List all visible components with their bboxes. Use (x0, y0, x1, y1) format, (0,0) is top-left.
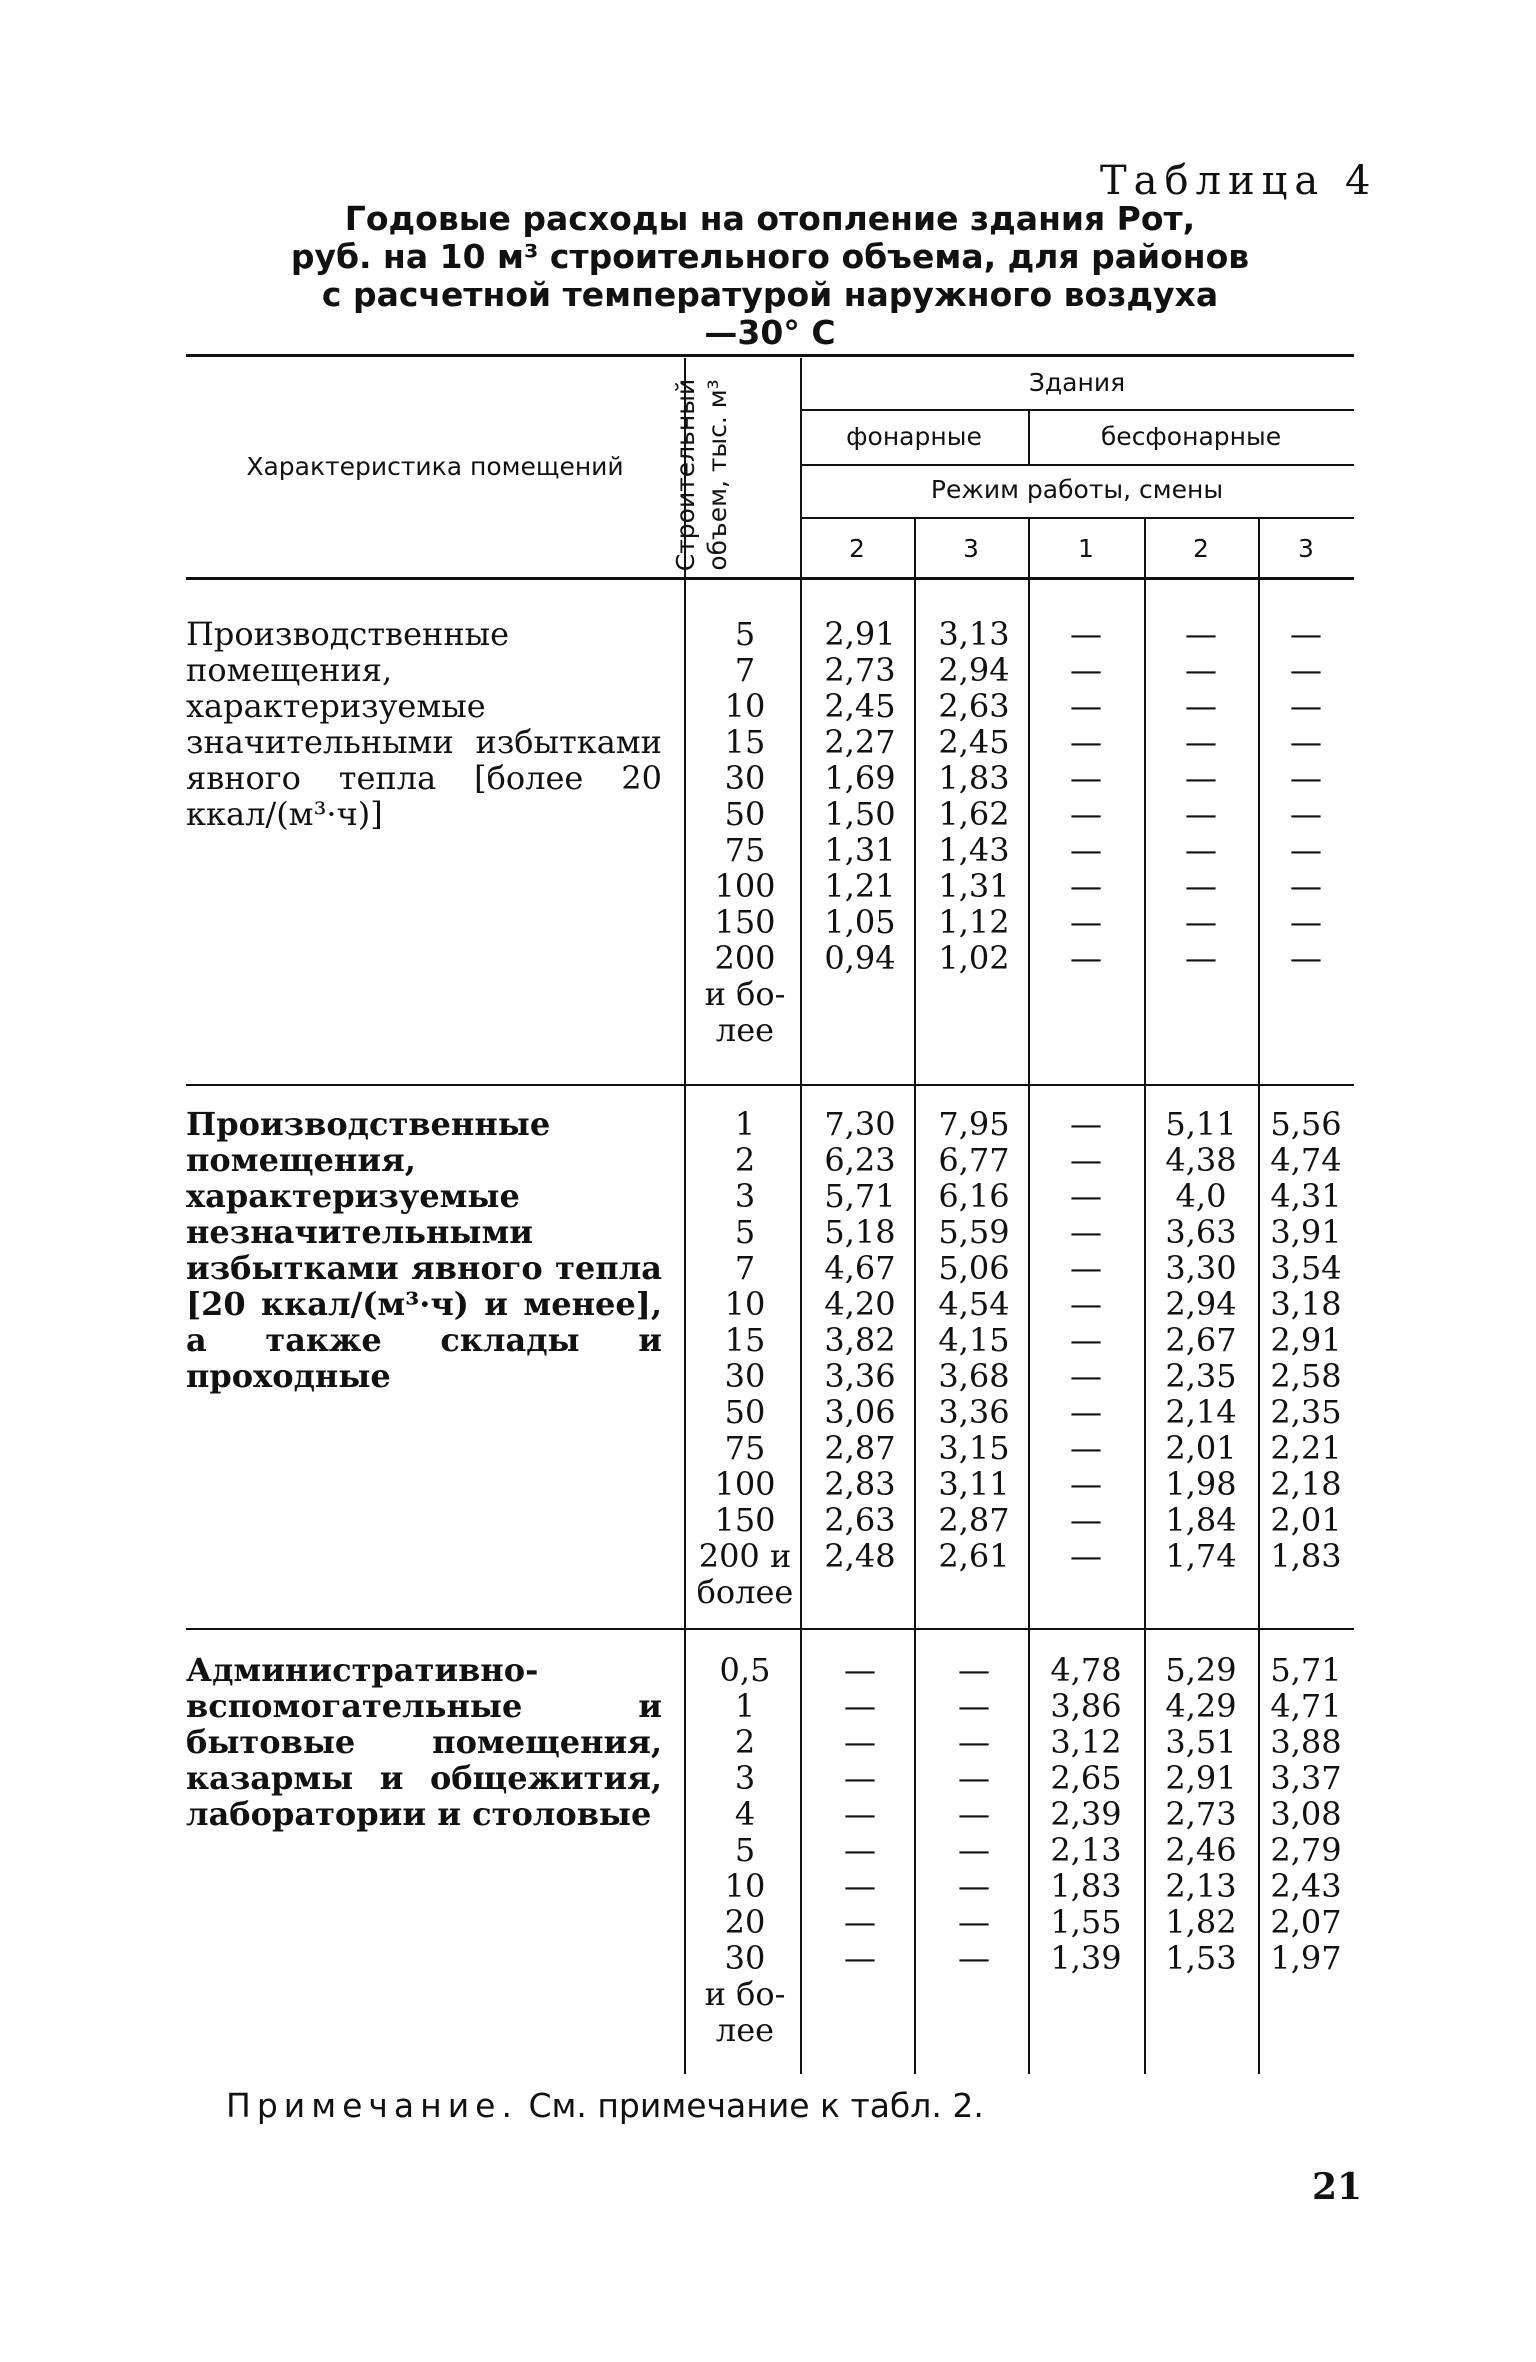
table-cell: 200 и (698, 1537, 792, 1575)
no-lantern-2-column (1144, 1652, 1258, 1976)
table-cell: 2,94 (1165, 1285, 1237, 1323)
table-cell: 50 (724, 795, 766, 833)
table-cell: — (1070, 939, 1102, 977)
no-lantern-1-column (1028, 1106, 1144, 1574)
table-cell: 4,38 (1165, 1141, 1237, 1179)
table-cell: 2,27 (824, 723, 896, 761)
table-cell: — (1070, 831, 1102, 869)
table-cell: — (844, 1687, 876, 1725)
table-cell: 3,06 (824, 1393, 896, 1431)
table-cell: 5,71 (824, 1177, 896, 1215)
table-cell: 15 (724, 1321, 766, 1359)
lantern-3-column (920, 616, 1028, 976)
lantern-2-column (806, 1652, 914, 1976)
volume-column (690, 1106, 800, 1610)
table-cell: — (1290, 867, 1322, 905)
table-cell: 5,59 (938, 1213, 1010, 1251)
table-cell: 3,54 (1270, 1249, 1342, 1287)
header-mode: Режим работы, смены (930, 475, 1224, 504)
table-cell: — (1290, 903, 1322, 941)
table-cell: 2,63 (938, 687, 1010, 725)
table-cell: — (958, 1795, 990, 1833)
section-description: Производственные помещения, характеризуемые значительными избытками явного тепла [более 20 ккал/(м³·ч)] (186, 615, 662, 833)
table-cell: 2,73 (1165, 1795, 1237, 1833)
table-cell: 2,91 (1165, 1759, 1237, 1797)
table-cell: 1,02 (938, 939, 1010, 977)
table-cell: 30 (724, 759, 766, 797)
lantern-3-column (920, 1652, 1028, 1976)
table-cell: 3,30 (1165, 1249, 1237, 1287)
table-cell: 5 (734, 1213, 756, 1251)
table-cell: — (844, 1867, 876, 1905)
table-cell: 3,88 (1270, 1723, 1342, 1761)
table-cell: 1,31 (938, 867, 1010, 905)
table-cell: — (1185, 903, 1217, 941)
table-cell: 5,71 (1270, 1651, 1342, 1689)
table-cell: 2,46 (1165, 1831, 1237, 1869)
table-cell: 75 (724, 831, 766, 869)
table-cell: 1,05 (824, 903, 896, 941)
table-cell: 2,45 (938, 723, 1010, 761)
table-cell: 1,31 (824, 831, 896, 869)
table-cell: 1,83 (938, 759, 1010, 797)
table-cell: и бо- (704, 1975, 786, 2013)
table-cell: 2,07 (1270, 1903, 1342, 1941)
table-cell: лее (715, 2011, 775, 2049)
header-characteristic: Характеристика помещений (246, 452, 624, 481)
header-buildings: Здания (1028, 368, 1126, 397)
table-cell: — (1070, 1213, 1102, 1251)
table-cell: — (1070, 1177, 1102, 1215)
table-cell: и бо- (704, 975, 786, 1013)
table-cell: 7,30 (824, 1105, 896, 1143)
table-cell: 5,56 (1270, 1105, 1342, 1143)
table-cell: 5 (734, 615, 756, 653)
table-cell: 1,62 (938, 795, 1010, 833)
table-cell: 3,86 (1050, 1687, 1122, 1725)
no-lantern-3-column (1258, 616, 1354, 976)
table-cell: — (1290, 795, 1322, 833)
table-cell: 1,55 (1050, 1903, 1122, 1941)
table-cell: 1,84 (1165, 1501, 1237, 1539)
table-cell: — (958, 1903, 990, 1941)
table-cell: — (958, 1867, 990, 1905)
table-cell: 50 (724, 1393, 766, 1431)
table-cell: 4,29 (1165, 1687, 1237, 1725)
caption-line: Годовые расходы на отопление здания Pот, (344, 199, 1196, 238)
table-cell: 1,21 (824, 867, 896, 905)
table-cell: 2,13 (1165, 1867, 1237, 1905)
volume-column (690, 616, 800, 1048)
table-cell: — (844, 1651, 876, 1689)
table-cell: 2,39 (1050, 1795, 1122, 1833)
lantern-2-column (806, 1106, 914, 1574)
header-rule-buildings (800, 409, 1354, 411)
no-lantern-3-column (1258, 1652, 1354, 1976)
table-cell: — (1290, 615, 1322, 653)
table-cell: — (1070, 1537, 1102, 1575)
table-cell: — (1185, 939, 1217, 977)
header-lantern: фонарные (846, 422, 982, 451)
table-cell: 3,13 (938, 615, 1010, 653)
no-lantern-1-column (1028, 616, 1144, 976)
section-rule (186, 1628, 1354, 1630)
header-shift: 3 (1298, 534, 1314, 563)
table-cell: 4,0 (1175, 1177, 1227, 1215)
table-cell: — (844, 1939, 876, 1977)
caption-line: с расчетной температурой наружного воздуха (321, 275, 1219, 314)
table-cell: — (1070, 795, 1102, 833)
table-cell: 3,18 (1270, 1285, 1342, 1323)
table-cell: 4,78 (1050, 1651, 1122, 1689)
table-cell: — (1185, 687, 1217, 725)
header-shift: 3 (963, 534, 979, 563)
table-cell: 2,43 (1270, 1867, 1342, 1905)
table-cell: лее (715, 1011, 775, 1049)
table-cell: 1,43 (938, 831, 1010, 869)
table-cell: 1,12 (938, 903, 1010, 941)
table-cell: 15 (724, 723, 766, 761)
table-caption (190, 200, 1350, 352)
table-cell: — (1070, 1321, 1102, 1359)
table-cell: — (1070, 1501, 1102, 1539)
table-cell: — (844, 1723, 876, 1761)
table-cell: 1,74 (1165, 1537, 1237, 1575)
table-cell: 2,01 (1270, 1501, 1342, 1539)
table-cell: 3,91 (1270, 1213, 1342, 1251)
table-cell: 2,91 (824, 615, 896, 653)
table-cell: 10 (724, 1867, 766, 1905)
table-cell: 3,08 (1270, 1795, 1342, 1833)
table-cell: 2,18 (1270, 1465, 1342, 1503)
table-cell: 200 (714, 939, 776, 977)
table-cell: более (696, 1573, 794, 1611)
table-label: Таблица 4 (1100, 158, 1378, 204)
table-cell: 150 (714, 903, 776, 941)
table-cell: — (1070, 1465, 1102, 1503)
column-divider (684, 358, 686, 2074)
table-cell: — (958, 1723, 990, 1761)
table-cell: 10 (724, 687, 766, 725)
column-divider (914, 519, 916, 2074)
lantern-3-column (920, 1106, 1028, 1574)
table-cell: 3,37 (1270, 1759, 1342, 1797)
table-cell: — (1185, 615, 1217, 653)
table-cell: 4,15 (938, 1321, 1010, 1359)
table-cell: — (1070, 903, 1102, 941)
no-lantern-2-column (1144, 616, 1258, 976)
table-cell: 2,61 (938, 1537, 1010, 1575)
table-cell: 1 (734, 1105, 756, 1143)
table-cell: — (1070, 1357, 1102, 1395)
table-note (226, 2086, 984, 2125)
table-cell: 1,83 (1050, 1867, 1122, 1905)
table-cell: — (1290, 651, 1322, 689)
table-cell: 2,65 (1050, 1759, 1122, 1797)
table-cell: — (1185, 651, 1217, 689)
header-volume-line: объем, тыс. м³ (703, 379, 732, 571)
table-cell: 3,36 (938, 1393, 1010, 1431)
table-cell: — (958, 1759, 990, 1797)
table-cell: — (1290, 831, 1322, 869)
table-cell: — (1185, 831, 1217, 869)
table-cell: — (1290, 939, 1322, 977)
caption-line: руб. на 10 м³ строительного объема, для районов (290, 237, 1250, 276)
table-cell: 6,77 (938, 1141, 1010, 1179)
no-lantern-2-column (1144, 1106, 1258, 1574)
table-cell: 4 (734, 1795, 756, 1833)
table-cell: 1,53 (1165, 1939, 1237, 1977)
table-cell: 10 (724, 1285, 766, 1323)
table-cell: — (1070, 1393, 1102, 1431)
header-rule-lantern (800, 464, 1354, 466)
note-text: См. примечание к табл. 2. (517, 2086, 984, 2125)
table-cell: 0,94 (824, 939, 896, 977)
table-cell: — (1070, 1429, 1102, 1467)
table-cell: 3,36 (824, 1357, 896, 1395)
table-cell: 2 (734, 1723, 756, 1761)
volume-column (690, 1652, 800, 2048)
table-cell: 2,67 (1165, 1321, 1237, 1359)
table-cell: 2,83 (824, 1465, 896, 1503)
table-cell: 0,5 (719, 1651, 771, 1689)
column-divider (800, 358, 802, 2074)
table-cell: 7,95 (938, 1105, 1010, 1143)
table-cell: — (1185, 867, 1217, 905)
table-cell: 1,98 (1165, 1465, 1237, 1503)
table-cell: 4,74 (1270, 1141, 1342, 1179)
table-cell: 4,20 (824, 1285, 896, 1323)
table-cell: 2,21 (1270, 1429, 1342, 1467)
table-cell: 2,35 (1270, 1393, 1342, 1431)
table-cell: 2,87 (824, 1429, 896, 1467)
table-cell: 5 (734, 1831, 756, 1869)
table-cell: — (1070, 651, 1102, 689)
section-rule (186, 1084, 1354, 1086)
header-bottom-rule (186, 577, 1354, 580)
table-cell: 100 (714, 1465, 776, 1503)
no-lantern-1-column (1028, 1652, 1144, 1976)
table-cell: — (844, 1831, 876, 1869)
section-description: Производственные помещения, характеризуемые незначительными избытками явного тепла [20 ккал/(м³·ч) и менее], а также склады и проходные (186, 1105, 662, 1395)
table-cell: 2,73 (824, 651, 896, 689)
table-cell: 1,69 (824, 759, 896, 797)
table-cell: — (1070, 723, 1102, 761)
table-cell: 30 (724, 1357, 766, 1395)
table-cell: 3,15 (938, 1429, 1010, 1467)
table-cell: 5,18 (824, 1213, 896, 1251)
table-cell: 20 (724, 1903, 766, 1941)
table-cell: 1 (734, 1687, 756, 1725)
table-cell: — (958, 1687, 990, 1725)
page-number: 21 (1312, 2166, 1363, 2208)
table-cell: 7 (734, 651, 756, 689)
table-cell: 3,51 (1165, 1723, 1237, 1761)
note-label: Примечание. (226, 2086, 518, 2125)
table-cell: 3,11 (938, 1465, 1010, 1503)
table-cell: 30 (724, 1939, 766, 1977)
table-cell: — (1070, 687, 1102, 725)
table-cell: 1,50 (824, 795, 896, 833)
table-cell: 1,97 (1270, 1939, 1342, 1977)
table-cell: — (1070, 867, 1102, 905)
table-cell: — (958, 1831, 990, 1869)
table-cell: 2,01 (1165, 1429, 1237, 1467)
header-volume-line: Строительный (671, 378, 700, 572)
table-cell: 3,82 (824, 1321, 896, 1359)
table-cell: — (958, 1939, 990, 1977)
table-cell: — (1070, 1105, 1102, 1143)
header-shift: 2 (849, 534, 865, 563)
table-cell: 150 (714, 1501, 776, 1539)
table-cell: — (844, 1795, 876, 1833)
header-volume (670, 360, 738, 590)
table-cell: — (1185, 795, 1217, 833)
table-cell: 100 (714, 867, 776, 905)
header-shift: 1 (1078, 534, 1094, 563)
table-cell: 2,58 (1270, 1357, 1342, 1395)
table-cell: 2 (734, 1141, 756, 1179)
table-cell: — (1290, 687, 1322, 725)
table-cell: 3,63 (1165, 1213, 1237, 1251)
table-cell: 75 (724, 1429, 766, 1467)
table-cell: 4,67 (824, 1249, 896, 1287)
table-cell: 1,83 (1270, 1537, 1342, 1575)
table-top-rule (186, 354, 1354, 357)
table-cell: 2,14 (1165, 1393, 1237, 1431)
table-cell: — (1070, 1285, 1102, 1323)
table-cell: 2,35 (1165, 1357, 1237, 1395)
no-lantern-3-column (1258, 1106, 1354, 1574)
section-description: Административно-вспомогательные и бытовые помещения, казармы и общежития, лаборатории и столовые (186, 1651, 662, 1833)
table-cell: 2,87 (938, 1501, 1010, 1539)
header-no-lantern: бесфонарные (1100, 422, 1282, 451)
table-cell: 3 (734, 1759, 756, 1797)
table-cell: 5,11 (1165, 1105, 1237, 1143)
table-cell: 2,91 (1270, 1321, 1342, 1359)
table-cell: 2,13 (1050, 1831, 1122, 1869)
table-cell: 4,71 (1270, 1687, 1342, 1725)
table-cell: — (1185, 759, 1217, 797)
table-cell: 2,48 (824, 1537, 896, 1575)
table-cell: — (1290, 759, 1322, 797)
table-cell: 2,63 (824, 1501, 896, 1539)
table-cell: 3,68 (938, 1357, 1010, 1395)
table-cell: — (1070, 1249, 1102, 1287)
table-cell: 2,94 (938, 651, 1010, 689)
header-shift: 2 (1193, 534, 1209, 563)
table-cell: 3,12 (1050, 1723, 1122, 1761)
table-cell: — (958, 1651, 990, 1689)
table-cell: 5,06 (938, 1249, 1010, 1287)
table-cell: 4,54 (938, 1285, 1010, 1323)
table-cell: 7 (734, 1249, 756, 1287)
table-cell: 4,31 (1270, 1177, 1342, 1215)
table-cell: — (1070, 1141, 1102, 1179)
table-cell: 5,29 (1165, 1651, 1237, 1689)
table-cell: — (844, 1903, 876, 1941)
table-cell: — (1070, 615, 1102, 653)
table-cell: 1,39 (1050, 1939, 1122, 1977)
table-cell: 1,82 (1165, 1903, 1237, 1941)
table-cell: — (844, 1759, 876, 1797)
lantern-2-column (806, 616, 914, 976)
table-cell: 6,23 (824, 1141, 896, 1179)
table-cell: 2,45 (824, 687, 896, 725)
table-cell: — (1070, 759, 1102, 797)
table-cell: 6,16 (938, 1177, 1010, 1215)
table-cell: — (1290, 723, 1322, 761)
table-cell: 3 (734, 1177, 756, 1215)
header-rule-mode (800, 517, 1354, 519)
caption-line: —30° C (704, 313, 836, 352)
table-cell: — (1185, 723, 1217, 761)
table-cell: 2,79 (1270, 1831, 1342, 1869)
